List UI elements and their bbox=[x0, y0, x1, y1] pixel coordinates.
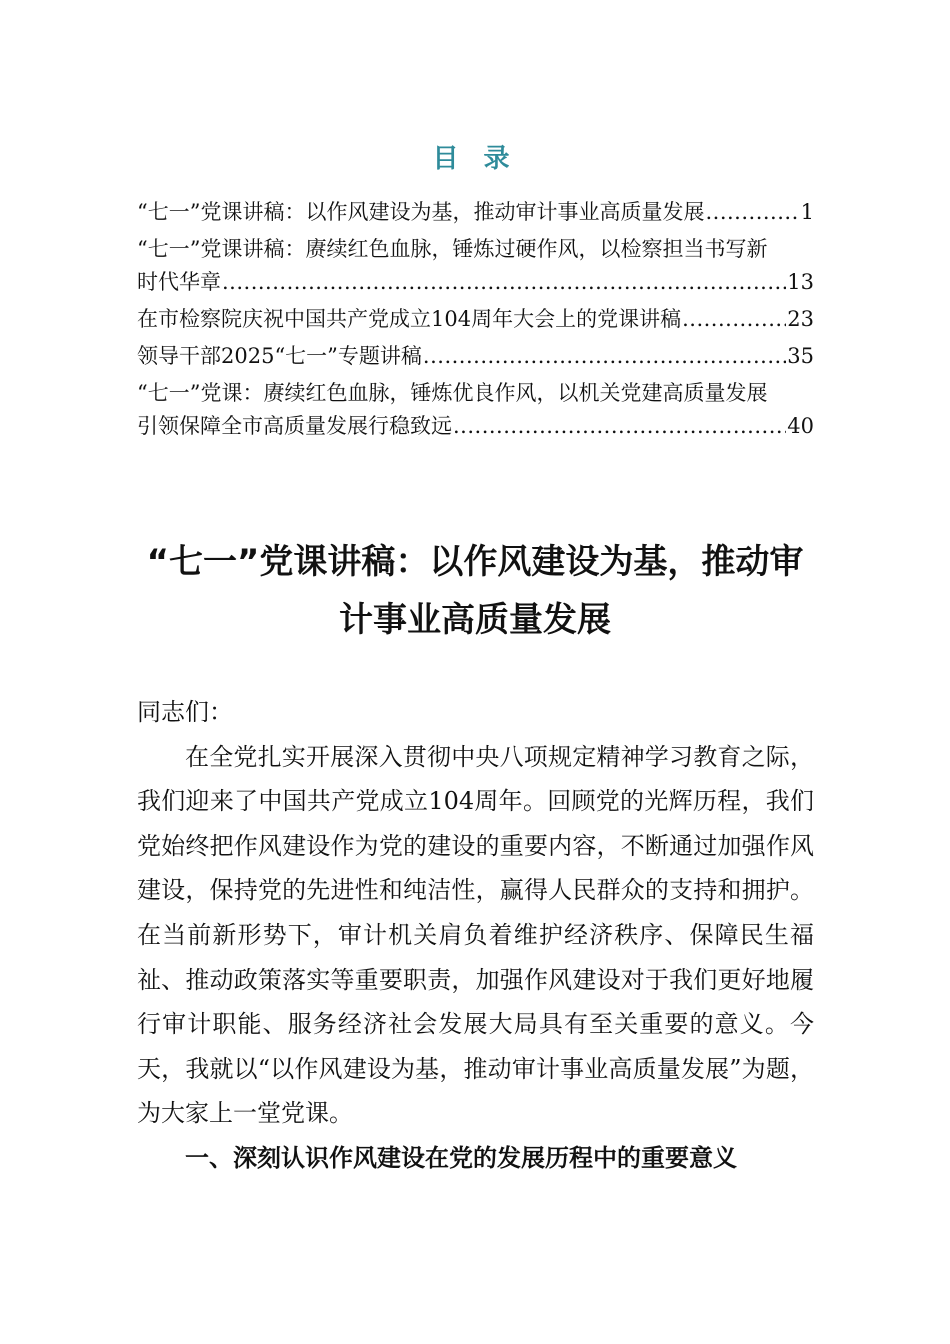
toc-line bbox=[137, 340, 814, 373]
toc-entry[interactable] bbox=[137, 196, 814, 229]
toc-entry-text: 时代华章 bbox=[137, 270, 221, 294]
article-body bbox=[137, 690, 814, 1181]
toc-page-number: 1 bbox=[800, 200, 814, 224]
toc-entry-text: 引领保障全市高质量发展行稳致远 bbox=[137, 414, 452, 438]
toc-page-number: 23 bbox=[787, 307, 814, 331]
toc-line bbox=[137, 410, 814, 443]
toc-leader bbox=[453, 410, 786, 443]
toc-leader bbox=[705, 196, 799, 229]
toc-entry[interactable] bbox=[137, 377, 814, 443]
toc-entry-text-line1: “七一”党课：赓续红色血脉，锤炼优良作风，以机关党建高质量发展 bbox=[137, 381, 768, 405]
toc-entry-text: “七一”党课讲稿：以作风建设为基，推动审计事业高质量发展 bbox=[137, 200, 705, 224]
body-paragraph: 在全党扎实开展深入贯彻中央八项规定精神学习教育之际，我们迎来了中国共产党成立104周年。回顾党的光辉历程，我们党始终把作风建设作为党的建设的重要内容，不断通过加强作风建设，保持党的先进性和纯洁性，赢得人民群众的支持和拥护。在当前新形势下，审计机关肩负着维护经济秩序、保障民生福祉、推动政策落实等重要职责，加强作风建设对于我们更好地履行审计职能、服务经济社会发展大局具有至关重要的意义。今天，我就以“以作风建设为基，推动审计事业高质量发展”为题，为大家上一堂党课。 bbox=[137, 742, 814, 1128]
toc-page-number: 35 bbox=[787, 344, 814, 368]
section-heading: 一、深刻认识作风建设在党的发展历程中的重要意义 bbox=[185, 1143, 737, 1172]
toc-entry-text-line1: “七一”党课讲稿：赓续红色血脉，锤炼过硬作风，以检察担当书写新 bbox=[137, 237, 768, 261]
toc-line bbox=[137, 266, 814, 299]
toc-entry-text: 领导干部2025“七一”专题讲稿 bbox=[137, 344, 422, 368]
article-title bbox=[110, 533, 840, 649]
toc-title: 目 录 bbox=[432, 144, 518, 174]
toc-leader bbox=[222, 266, 786, 299]
toc-entry[interactable] bbox=[137, 233, 814, 299]
article-title-line2: 计事业高质量发展 bbox=[339, 600, 611, 640]
toc-line bbox=[137, 303, 814, 336]
toc-entry[interactable] bbox=[137, 303, 814, 336]
toc-page-number: 40 bbox=[787, 414, 814, 438]
salutation: 同志们： bbox=[137, 698, 233, 726]
toc-entry[interactable] bbox=[137, 340, 814, 373]
toc-line bbox=[137, 196, 814, 229]
table-of-contents bbox=[137, 196, 814, 447]
article-title-line1: “七一”党课讲稿：以作风建设为基，推动审 bbox=[146, 542, 804, 582]
toc-leader bbox=[682, 303, 786, 336]
toc-leader bbox=[423, 340, 786, 373]
toc-page-number: 13 bbox=[787, 270, 814, 294]
toc-entry-text: 在市检察院庆祝中国共产党成立104周年大会上的党课讲稿 bbox=[137, 307, 682, 331]
